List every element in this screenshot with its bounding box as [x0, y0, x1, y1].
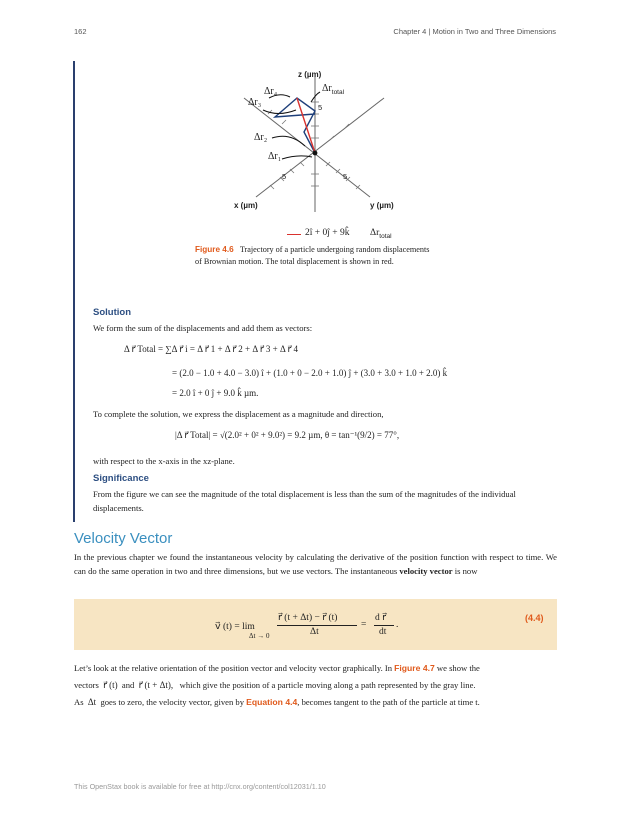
velocity-para2-line3: As Δt goes to zero, the velocity vector, given by Equation 4.4, becomes tangent to the path of the particle at time t. [74, 697, 480, 707]
equation-sum-line3: = 2.0 î + 0 ĵ + 9.0 k̂ µm. [172, 388, 259, 398]
legend-label: $\Delta r_{total}$ [370, 228, 392, 240]
total-displacement-line [297, 98, 315, 153]
example-sidebar-bar [73, 61, 75, 522]
section-title-velocity-vector: Velocity Vector [74, 530, 173, 547]
label-delta-r-total: $\Delta r_{total}$ [322, 83, 345, 96]
velocity-para2-line1: Let’s look at the relative orientation of the position vector and velocity vector graphically. In Figure 4.7 we show the [74, 663, 480, 673]
page-number: 162 [74, 27, 87, 36]
equation-magnitude: |Δ r⃗ Total| = √(2.0² + 0² + 9.0²) = 9.2 µm, θ = tan⁻¹(9/2) = 77°, [175, 430, 400, 440]
trajectory-path [275, 98, 315, 153]
y-tick-label: 5 [343, 172, 348, 181]
eq44-denominator: Δt [310, 627, 319, 637]
eq44-period: . [396, 620, 399, 630]
z-axis-label: z (µm) [298, 70, 322, 79]
label-delta-r4: Δr₄ [264, 86, 278, 97]
equation-sum-line2: = (2.0 − 1.0 + 4.0 − 3.0) î + (1.0 + 0 − 2.0 + 1.0) ĵ + (3.0 + 3.0 + 1.0 + 2.0) k̂ [172, 368, 448, 378]
footer-note: This OpenStax book is available for free at http://cnx.org/content/col12031/1.10 [74, 782, 326, 791]
label-delta-r1: Δr₁ [268, 151, 282, 162]
significance-heading: Significance [93, 473, 149, 484]
x-axis-label: x (µm) [234, 201, 258, 210]
caption-text: Trajectory of a particle undergoing random displacements of Brownian motion. The total displacement is shown in red. [195, 245, 430, 266]
eq44-numerator: r⃗ (t + Δt) − r⃗ (t) [278, 613, 338, 623]
start-point [313, 151, 318, 156]
eq44-limit-sub: Δt → 0 [249, 632, 270, 640]
legend-red-swatch [287, 234, 301, 235]
velocity-para2-line2: vectors r⃗ (t) and r⃗ (t + Δt), which give the position of a particle moving along a path represented by the gray line. [74, 680, 476, 690]
eq44-lhs: v⃗ (t) = lim [215, 622, 255, 632]
solution-para2: To complete the solution, we express the displacement as a magnitude and direction, [93, 409, 384, 419]
eq44-fraction-bar [277, 625, 357, 626]
pointer-r2 [272, 136, 305, 146]
legend-expression: 2î + 0ĵ + 9k̂ [305, 228, 350, 238]
figure-caption [195, 244, 435, 267]
solution-heading: Solution [93, 307, 131, 318]
x-tick-label: 5 [282, 172, 287, 181]
eq44-fraction-bar2 [374, 625, 394, 626]
label-delta-r2: Δr₂ [254, 132, 268, 143]
eq44-denominator2: dt [379, 627, 387, 637]
equation-4-4-link[interactable]: Equation 4.4 [246, 697, 298, 707]
velocity-vector-term: velocity vector [399, 565, 453, 576]
running-header: Chapter 4 | Motion in Two and Three Dimensions [393, 27, 556, 36]
label-delta-r3: Δr₃ [248, 97, 262, 108]
solution-intro: We form the sum of the displacements and add them as vectors: [93, 323, 313, 333]
y-axis-label: y (µm) [370, 201, 394, 210]
solution-para3: with respect to the x-axis in the xz-plane. [93, 456, 235, 466]
eq44-numerator2: d r⃗ [375, 613, 387, 623]
y-axis-line [244, 98, 370, 197]
velocity-intro-paragraph: In the previous chapter we found the instantaneous velocity by calculating the derivative of the position function with respect to time. We can do the same operation in two and three dimensions, but we use vectors. The instantaneous velocity vector is now [74, 552, 557, 576]
caption-label: Figure 4.6 [195, 245, 234, 254]
equation-sum-line1: Δ r⃗ Total = ∑Δ r⃗ i = Δ r⃗ 1 + Δ r⃗ 2 + Δ r⃗ 3 + Δ r⃗ 4 [124, 344, 298, 354]
brownian-figure [220, 62, 420, 252]
significance-text: From the figure we can see the magnitude of the total displacement is less than the sum of the magnitudes of the individual displacements. [93, 489, 516, 513]
figure-4-7-link[interactable]: Figure 4.7 [394, 663, 435, 673]
z-tick-label: 5 [318, 103, 323, 112]
equation-number: (4.4) [525, 613, 544, 623]
eq44-equals: = [361, 620, 367, 630]
